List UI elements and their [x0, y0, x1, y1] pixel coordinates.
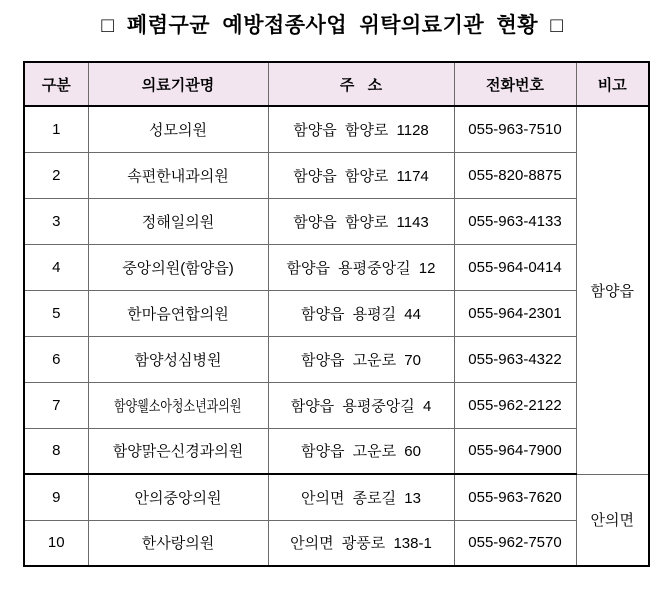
table-row	[24, 198, 649, 244]
cell-no: 10	[24, 520, 88, 566]
cell-phone: 055-962-7570	[454, 520, 576, 566]
header-address: 주 소	[268, 62, 454, 106]
cell-no: 5	[24, 290, 88, 336]
cell-name: 함양성심병원	[88, 336, 268, 382]
cell-phone: 055-963-7620	[454, 474, 576, 520]
table-row	[24, 152, 649, 198]
cell-no: 8	[24, 428, 88, 474]
cell-name: 중앙의원(함양읍)	[88, 244, 268, 290]
table-row	[24, 474, 649, 520]
cell-address: 함양읍 고운로 60	[268, 428, 454, 474]
header-phone: 전화번호	[454, 62, 576, 106]
header-no: 구분	[24, 62, 88, 106]
cell-address: 안의면 종로길 13	[268, 474, 454, 520]
table-header-row	[24, 62, 649, 106]
table-row	[24, 336, 649, 382]
cell-name: 성모의원	[88, 106, 268, 152]
cell-phone: 055-963-7510	[454, 106, 576, 152]
cell-no: 1	[24, 106, 88, 152]
cell-no: 4	[24, 244, 88, 290]
cell-address: 안의면 광풍로 138-1	[268, 520, 454, 566]
cell-address: 함양읍 용평길 44	[268, 290, 454, 336]
header-note: 비고	[576, 62, 649, 106]
cell-name: 속편한내과의원	[88, 152, 268, 198]
cell-address: 함양읍 함양로 1128	[268, 106, 454, 152]
cell-no: 9	[24, 474, 88, 520]
cell-phone: 055-820-8875	[454, 152, 576, 198]
cell-phone: 055-964-7900	[454, 428, 576, 474]
table-row	[24, 382, 649, 428]
cell-no: 2	[24, 152, 88, 198]
cell-name: 정해일의원	[88, 198, 268, 244]
table-row	[24, 106, 649, 152]
cell-no: 7	[24, 382, 88, 428]
table-row	[24, 244, 649, 290]
cell-phone: 055-964-2301	[454, 290, 576, 336]
cell-phone: 055-964-0414	[454, 244, 576, 290]
institution-table	[23, 61, 650, 567]
note-group-anui: 안의면	[576, 474, 649, 566]
note-group-hamyang: 함양읍	[576, 106, 649, 474]
cell-name: 함양맑은신경과의원	[88, 428, 268, 474]
table-row	[24, 428, 649, 474]
cell-no: 3	[24, 198, 88, 244]
cell-address: 함양읍 용평중앙길 12	[268, 244, 454, 290]
cell-phone: 055-963-4133	[454, 198, 576, 244]
page-title: □ 폐렴구균 예방접종사업 위탁의료기관 현황 □	[101, 14, 564, 37]
cell-address: 함양읍 함양로 1143	[268, 198, 454, 244]
cell-name	[88, 382, 268, 428]
table-row	[24, 520, 649, 566]
cell-phone: 055-963-4322	[454, 336, 576, 382]
cell-name: 안의중앙의원	[88, 474, 268, 520]
cell-no: 6	[24, 336, 88, 382]
cell-name: 한사랑의원	[88, 520, 268, 566]
table-row	[24, 290, 649, 336]
cell-address: 함양읍 함양로 1174	[268, 152, 454, 198]
cell-address: 함양읍 용평중앙길 4	[268, 382, 454, 428]
cell-name: 한마음연합의원	[88, 290, 268, 336]
cell-name-text: 함양웰소아청소년과의원	[114, 397, 242, 415]
cell-address: 함양읍 고운로 70	[268, 336, 454, 382]
header-name: 의료기관명	[88, 62, 268, 106]
cell-phone: 055-962-2122	[454, 382, 576, 428]
